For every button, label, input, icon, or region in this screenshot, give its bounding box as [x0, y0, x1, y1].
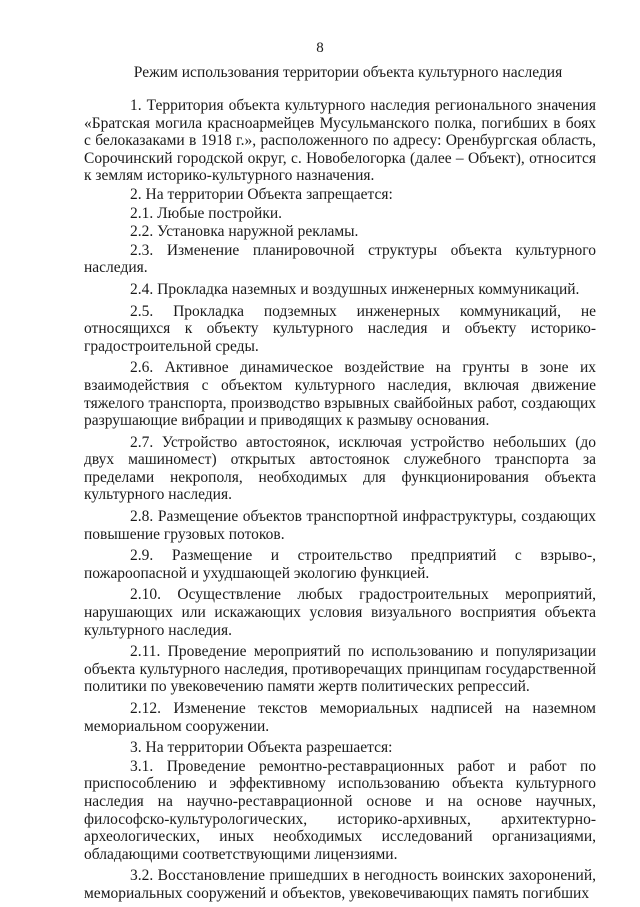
paragraph-3-1: 3.1. Проведение ремонтно-реставрационных работ и работ по приспособлению и эффективному использованию объекта культурного наследия на научно-реставрационной основе и на основе научных, философско-культурологических, историко-архивных, архитектурно-археологических, иных необходимых исследований организациями, обладающими соответствующими лицензиями.: [84, 757, 596, 863]
paragraph-2-12: 2.12. Изменение текстов мемориальных надписей на наземном мемориальном сооружении.: [84, 700, 596, 735]
page-number: 8: [316, 40, 324, 56]
paragraph-2-10: 2.10. Осуществление любых градостроительных мероприятий, нарушающих или искажающих условия визуального восприятия объекта культурного наследия.: [84, 586, 596, 639]
paragraph-2-6: 2.6. Активное динамическое воздействие на грунты в зоне их взаимодействия с объектом культурного наследия, включая движение тяжелого транспорта, производство взрывных свайбойных работ, создающих разрушающие вибрации и приводящих к размыву основания.: [84, 359, 596, 430]
paragraph-2-1: 2.1. Любые постройки.: [130, 204, 283, 222]
paragraph-3-2: 3.2. Восстановление пришедших в негодность воинских захоронений, мемориальных сооружений и объектов, увековечивающих память погибших: [84, 867, 596, 902]
paragraph-2-8: 2.8. Размещение объектов транспортной инфраструктуры, создающих повышение грузовых потоков.: [84, 508, 596, 543]
paragraph-2-7: 2.7. Устройство автостоянок, исключая устройство небольших (до двух машиномест) открытых автостоянок служебного транспорта за пределами некрополя, необходимых для функционирования объекта культурного наследия.: [84, 433, 596, 504]
paragraph-2-9: 2.9. Размещение и строительство предприятий с взрыво-, пожароопасной и ухудшающей экологию функцией.: [84, 547, 596, 582]
paragraph-2-5: 2.5. Прокладка подземных инженерных коммуникаций, не относящихся к объекту культурного наследия и объекту историко-градостроительной среды.: [84, 302, 596, 355]
paragraph-2: 2. На территории Объекта запрещается:: [130, 185, 393, 203]
paragraph-2-11: 2.11. Проведение мероприятий по использованию и популяризации объекта культурного наследия, противоречащих принципам государственной политики по увековечению памяти жертв политических репрессий.: [84, 643, 596, 696]
document-title: Режим использования территории объекта культурного наследия: [133, 64, 563, 81]
paragraph-1: 1. Территория объекта культурного наследия регионального значения «Братская могила красноармейцев Мусульманского полка, погибших в боях с белоказаками в 1918 г.», расположенного по адресу: Оренбургская область, Сорочинский городской округ, с. Новобелогорка (далее – Объект), относится к землям историко-культурного назначения.: [84, 97, 596, 185]
paragraph-2-4: 2.4. Прокладка наземных и воздушных инженерных коммуникаций.: [130, 280, 580, 298]
paragraph-3: 3. На территории Объекта разрешается:: [130, 739, 393, 757]
paragraph-2-2: 2.2. Установка наружной рекламы.: [130, 223, 359, 241]
paragraph-2-3: 2.3. Изменение планировочной структуры объекта культурного наследия.: [84, 241, 596, 277]
document-body: [84, 97, 596, 907]
